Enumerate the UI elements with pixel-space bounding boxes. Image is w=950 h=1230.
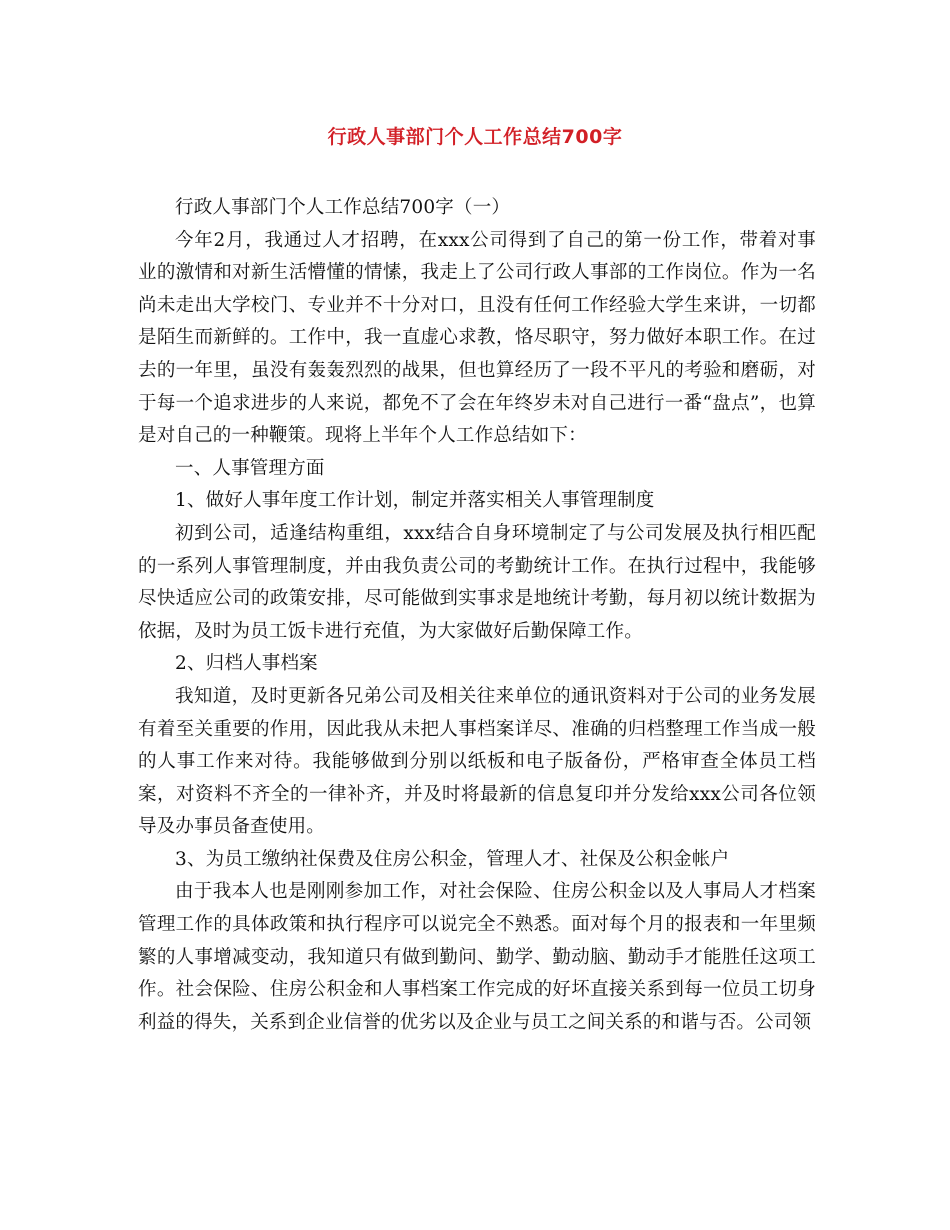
paragraph: 由于我本人也是刚刚参加工作，对社会保险、住房公积金以及人事局人才档案管理工作的具体政策和执行程序可以说完全不熟悉。面对每个月的报表和一年里频繁的人事增减变动，我知道只有做到勤问、勤学、勤动脑、勤动手才能胜任这项工作。社会保险、住房公积金和人事档案工作完成的好坏直接关系到每一位员工切身利益的得失，关系到企业信誉的优劣以及企业与员工之间关系的和谐与否。公司领	[138, 881, 816, 1033]
paragraph: 我知道，及时更新各兄弟公司及相关往来单位的通讯资料对于公司的业务发展有着至关重要的作用，因此我从未把人事档案详尽、准确的归档整理工作当成一般的人事工作来对待。我能够做到分别以纸板和电子版备份，严格审查全体员工档案，对资料不齐全的一律补齐，并及时将最新的信息复印并分发给xxx公司各位领导及办事员备查使用。	[138, 685, 816, 838]
section-heading: 一、人事管理方面	[175, 457, 325, 479]
subsection-heading: 1、做好人事年度工作计划，制定并落实相关人事管理制度	[175, 490, 655, 512]
document-title: 行政人事部门个人工作总结700字	[327, 126, 623, 148]
paragraph: 初到公司，适逢结构重组，xxx结合自身环境制定了与公司发展及执行相匹配的一系列人事管理制度，并由我负责公司的考勤统计工作。在执行过程中，我能够尽快适应公司的政策安排，尽可能做到实事求是地统计考勤，每月初以统计数据为依据，及时为员工饭卡进行充值，为大家做好后勤保障工作。	[138, 522, 816, 642]
section-heading: 行政人事部门个人工作总结700字（一）	[175, 197, 511, 218]
subsection-heading: 2、归档人事档案	[175, 653, 318, 675]
paragraph: 今年2月，我通过人才招聘，在xxx公司得到了自己的第一份工作，带着对事业的激情和对新生活懵懂的情愫，我走上了公司行政人事部的工作岗位。作为一名尚未走出大学校门、专业并不十分对口，且没有任何工作经验大学生来讲，一切都是陌生而新鲜的。工作中，我一直虚心求教，恪尽职守，努力做好本职工作。在过去的一年里，虽没有轰轰烈烈的战果，但也算经历了一段不平凡的考验和磨砺，对于每一个追求进步的人来说，都免不了会在年终岁未对自己进行一番“盘点”，也算是对自己的一种鞭策。现将上半年个人工作总结如下：	[138, 229, 816, 447]
subsection-heading: 3、为员工缴纳社保费及住房公积金，管理人才、社保及公积金帐户	[175, 848, 730, 870]
document-body	[138, 192, 816, 1039]
